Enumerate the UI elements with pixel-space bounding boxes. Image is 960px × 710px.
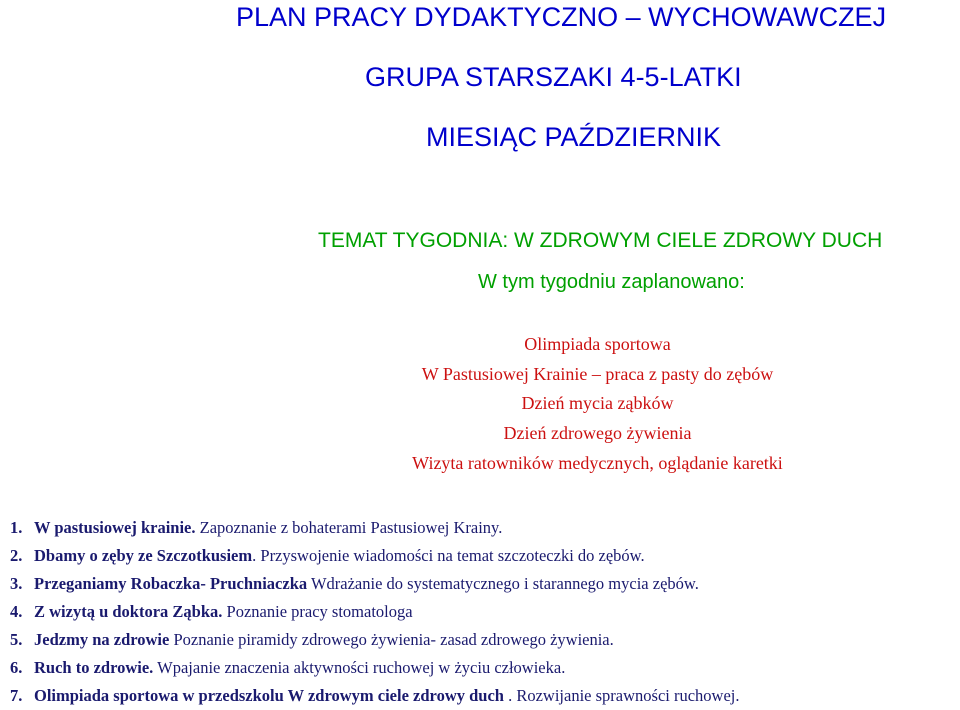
lesson-description: . Rozwijanie sprawności ruchowej. bbox=[503, 686, 740, 705]
week-topic: TEMAT TYGODNIA: W ZDROWYM CIELE ZDROWY DUCH bbox=[318, 229, 883, 252]
lesson-number: 1. bbox=[10, 518, 23, 537]
lesson-title: Z wizytą u doktora Ząbka. bbox=[34, 602, 223, 621]
lesson-title: W pastusiowej krainie. bbox=[34, 518, 196, 537]
lesson-description: Wdrażanie do systematycznego i starannego mycia zębów. bbox=[307, 574, 699, 593]
lesson-number: 4. bbox=[10, 602, 23, 621]
lesson-item bbox=[10, 654, 960, 682]
lesson-item bbox=[10, 514, 960, 542]
lesson-title: Olimpiada sportowa w przedszkolu W zdrowym ciele zdrowy duch bbox=[34, 686, 504, 705]
lesson-title: Przeganiamy Robaczka- Pruchniaczka bbox=[34, 574, 308, 593]
lesson-item bbox=[10, 570, 960, 598]
lesson-title: Ruch to zdrowie. bbox=[34, 658, 154, 677]
lesson-title: Dbamy o zęby ze Szczotkusiem bbox=[34, 546, 253, 565]
activity-item: W Pastusiowej Krainie – praca z pasty do zębów bbox=[421, 363, 774, 384]
lesson-description: . Przyswojenie wiadomości na temat szczoteczki do zębów. bbox=[252, 546, 645, 565]
plan-title: PLAN PRACY DYDAKTYCZNO – WYCHOWAWCZEJ bbox=[236, 2, 887, 32]
lesson-description: Poznanie piramidy zdrowego żywienia- zasad zdrowego żywienia. bbox=[169, 630, 614, 649]
activities-list bbox=[0, 330, 960, 478]
lesson-item bbox=[10, 682, 960, 710]
lesson-description: Poznanie pracy stomatologa bbox=[222, 602, 413, 621]
lesson-number: 6. bbox=[10, 658, 23, 677]
lesson-description: Zapoznanie z bohaterami Pastusiowej Krainy. bbox=[195, 518, 503, 537]
lesson-title: Jedzmy na zdrowie bbox=[34, 630, 170, 649]
lesson-number: 5. bbox=[10, 630, 23, 649]
planned-intro: W tym tygodniu zaplanowano: bbox=[478, 271, 745, 293]
lesson-number: 3. bbox=[10, 574, 23, 593]
group-title: GRUPA STARSZAKI 4-5-LATKI bbox=[365, 62, 742, 92]
activity-item: Olimpiada sportowa bbox=[524, 334, 671, 354]
lesson-item bbox=[10, 626, 960, 654]
lesson-description: Wpajanie znaczenia aktywności ruchowej w życiu człowieka. bbox=[153, 658, 566, 677]
activity-item: Dzień mycia ząbków bbox=[521, 393, 674, 414]
lesson-number: 2. bbox=[10, 546, 23, 565]
lesson-item bbox=[10, 598, 960, 626]
month-title: MIESIĄC PAŹDZIERNIK bbox=[426, 122, 722, 152]
lesson-item bbox=[10, 542, 960, 570]
lesson-number: 7. bbox=[10, 686, 23, 705]
lesson-list bbox=[10, 514, 960, 710]
activity-item: Dzień zdrowego żywienia bbox=[503, 423, 692, 444]
activity-item: Wizyta ratowników medycznych, oglądanie karetki bbox=[412, 452, 783, 473]
